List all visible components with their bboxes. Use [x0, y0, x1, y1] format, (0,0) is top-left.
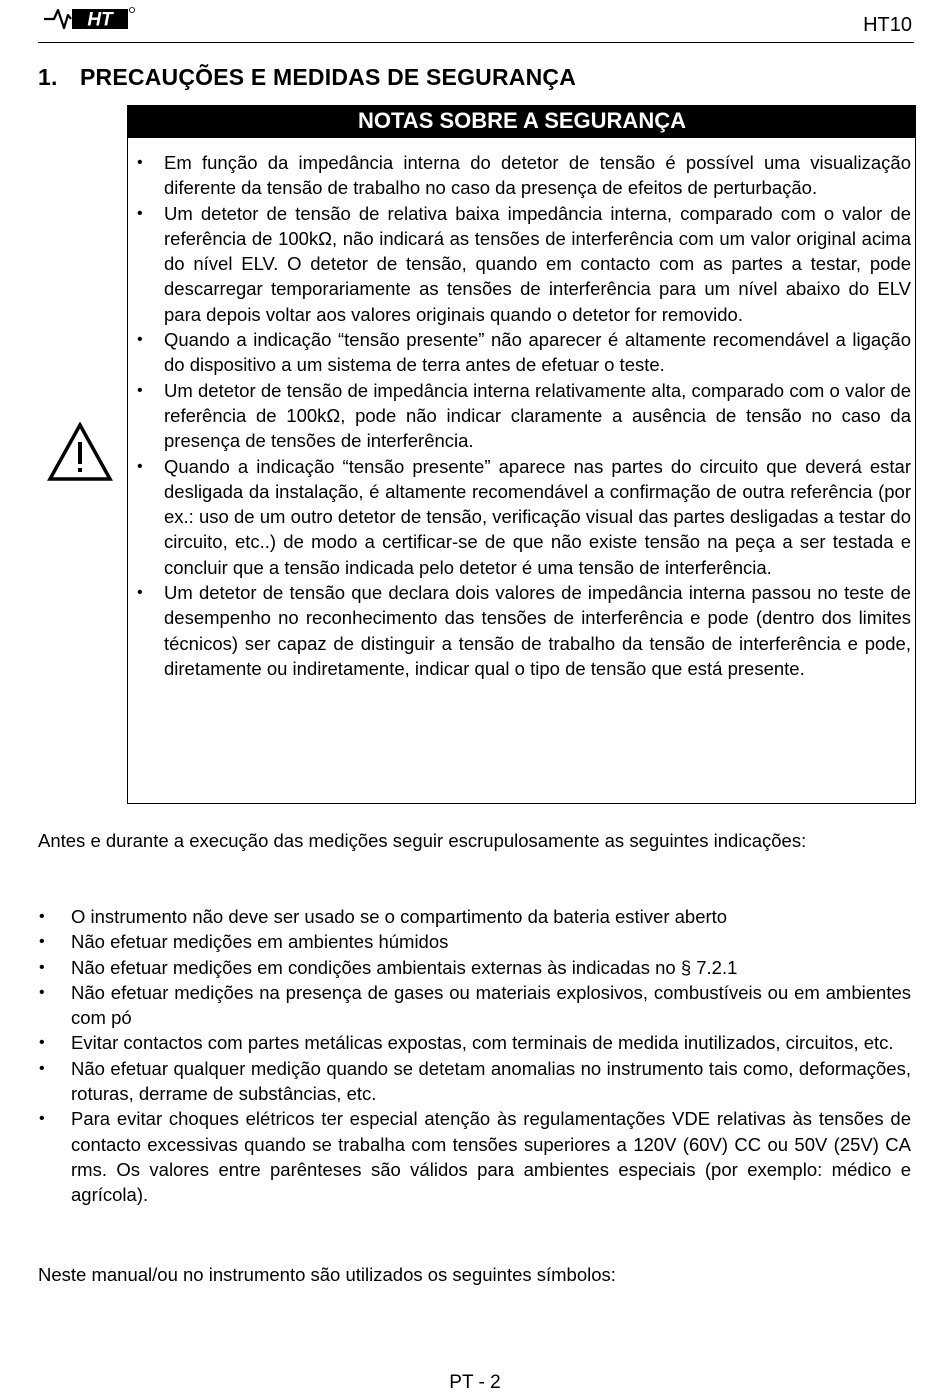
- warning-triangle-icon: [47, 422, 113, 482]
- logo-text: HT: [87, 9, 113, 31]
- safety-notes-title: NOTAS SOBRE A SEGURANÇA: [128, 106, 915, 138]
- safety-notes-list: [128, 138, 915, 681]
- precautions-list: [38, 904, 911, 1208]
- ht-logo: [40, 4, 136, 34]
- section-title: PRECAUÇÕES E MEDIDAS DE SEGURANÇA: [80, 64, 577, 90]
- safety-note-item: • Em função da impedância interna do detetor de tensão é possível uma visualização diferente da tensão de trabalho no caso da presença de efeitos de perturbação.: [128, 150, 911, 201]
- safety-note-item: • Quando a indicação “tensão presente” aparece nas partes do circuito que deverá estar desligada da instalação, é altamente recomendável a confirmação de outra referência (por ex.: uso de um outro detetor de tensão, verificação visual das partes desligadas a testar do circuito, etc..) de modo a certificar-se de que não existe tensão na peça a ser testada e concluir que a tensão indicada pelo detetor é uma tensão de interferência.: [128, 454, 911, 580]
- page-number: PT - 2: [449, 1372, 501, 1393]
- page-header: [38, 0, 914, 43]
- precaution-item: • Não efetuar medições na presença de gases ou materiais explosivos, combustíveis ou em ambientes com pó: [38, 980, 911, 1031]
- safety-notes-box: [127, 105, 916, 804]
- model-name: HT10: [863, 14, 912, 36]
- precaution-item: • Para evitar choques elétricos ter especial atenção às regulamentações VDE relativas às tensões de contacto excessivas quando se trabalha com tensões superiores a 120V (60V) CC ou 50V (25V) CA rms. Os valores entre parênteses são válidos para ambientes especiais (por exemplo: médico e agrícola).: [38, 1106, 911, 1207]
- precaution-item: • Não efetuar medições em ambientes húmidos: [38, 929, 911, 954]
- symbols-intro: Neste manual/ou no instrumento são utilizados os seguintes símbolos:: [38, 1264, 616, 1285]
- precaution-item: • O instrumento não deve ser usado se o compartimento da bateria estiver aberto: [38, 904, 911, 929]
- precaution-item: • Não efetuar medições em condições ambientais externas às indicadas no § 7.2.1: [38, 955, 911, 980]
- section-heading: [38, 64, 576, 91]
- precaution-item: • Evitar contactos com partes metálicas expostas, com terminais de medida inutilizados, circuitos, etc.: [38, 1030, 911, 1055]
- precaution-item: • Não efetuar qualquer medição quando se detetam anomalias no instrumento tais como, deformações, roturas, derrame de substâncias, etc.: [38, 1056, 911, 1107]
- safety-note-item: • Um detetor de tensão de impedância interna relativamente alta, comparado com o valor de referência de 100kΩ, pode não indicar claramente a ausência de tensão no caso da presença de tensões de interferência.: [128, 378, 911, 454]
- safety-note-item: • Quando a indicação “tensão presente” não aparecer é altamente recomendável a ligação do dispositivo a um sistema de terra antes de efetuar o teste.: [128, 327, 911, 378]
- section-number: 1.: [38, 64, 58, 90]
- safety-note-item: • Um detetor de tensão que declara dois valores de impedância interna passou no teste de desempenho no reconhecimento das tensões de interferência e pode (dentro dos limites técnicos) ser capaz de distinguir a tensão de trabalho da tensão de interferência e pode, diretamente ou indiretamente, indicar qual o tipo de tensão que está presente.: [128, 580, 911, 681]
- intro-paragraph: Antes e durante a execução das medições seguir escrupulosamente as seguintes indicações:: [38, 830, 807, 851]
- safety-note-item: • Um detetor de tensão de relativa baixa impedância interna, comparado com o valor de referência de 100kΩ, não indicará as tensões de interferência com um valor original acima do nível ELV. O detetor de tensão, quando em contacto com as partes a testar, pode descarregar temporariamente as tensões de interferência para um nível abaixo do ELV para depois voltar aos valores originais quando o detetor for removido.: [128, 201, 911, 327]
